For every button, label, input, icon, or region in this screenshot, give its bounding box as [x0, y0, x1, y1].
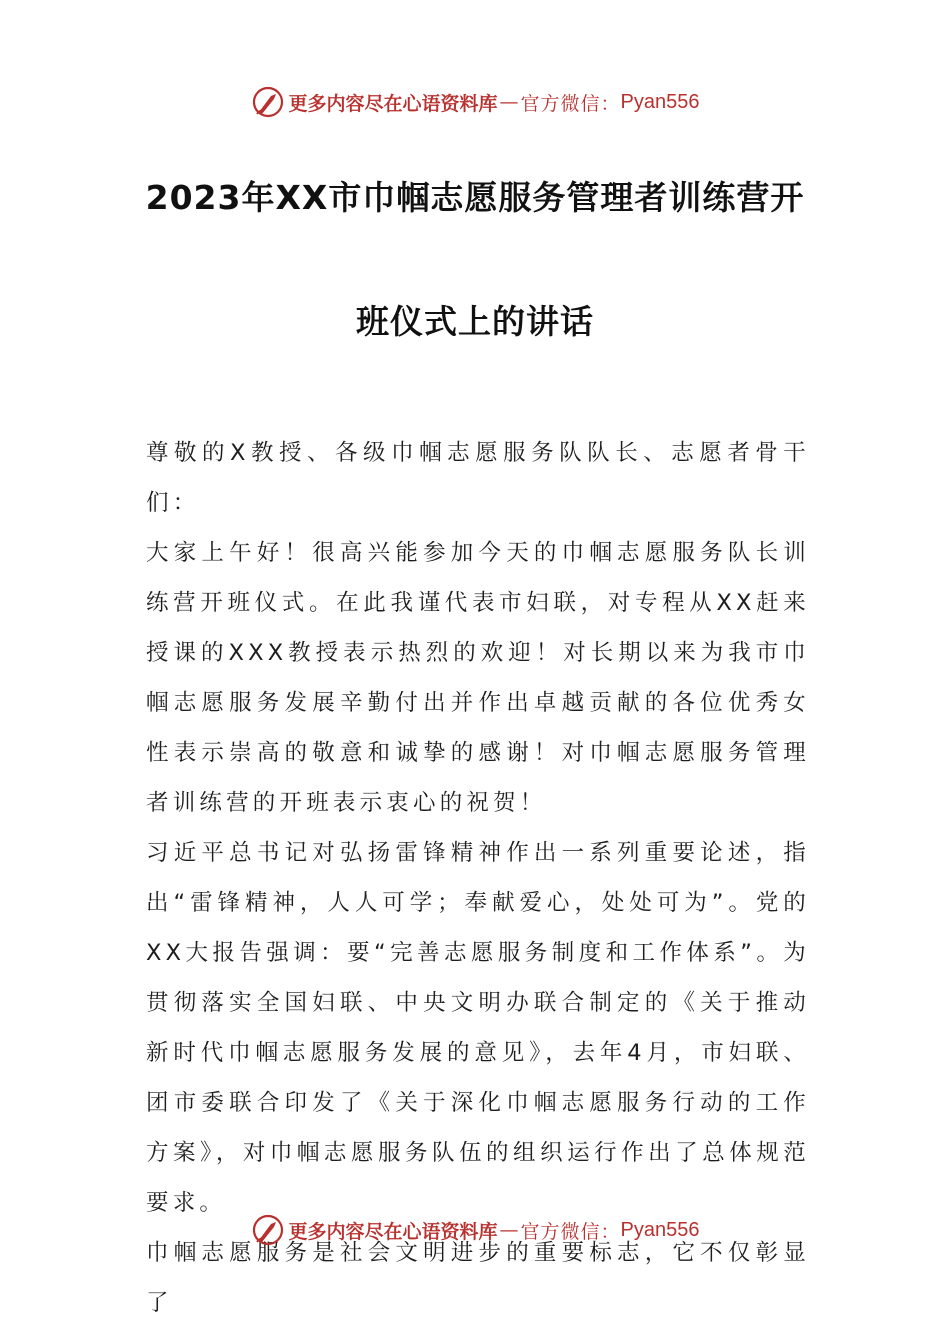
watermark-label: 官方微信： — [520, 92, 621, 115]
watermark-main-text: 更多内容尽在心语资料库 — [288, 1220, 498, 1243]
watermark-content — [251, 1213, 700, 1247]
header-watermark-banner — [0, 82, 950, 122]
pen-nib-circle-icon — [251, 85, 285, 119]
paragraph-welcome: 大家上午好！很高兴能参加今天的巾帼志愿服务队长训练营开班仪式。在此我谨代表市妇联，对专程从XX赶来授课的XXX教授表示热烈的欢迎！对长期以来为我市巾帼志愿服务发展辛勤付出并作出卓越贡献的各位优秀女性表示崇高的敬意和诚挚的感谢！对巾帼志愿服务管理者训练营的开班表示衷心的祝贺！ — [146, 540, 810, 816]
watermark-label: 官方微信： — [520, 1220, 621, 1243]
watermark-wechat-id: Pyan556 — [620, 90, 700, 113]
document-body — [146, 428, 810, 1328]
document-title-line-2: 班仪式上的讲话 — [356, 302, 594, 341]
watermark-separator: — — [499, 91, 519, 113]
document-title-line-1: 2023年XX市巾帼志愿服务管理者训练营开 — [145, 178, 805, 217]
paragraph-policy: 习近平总书记对弘扬雷锋精神作出一系列重要论述，指出“雷锋精神，人人可学；奉献爱心，处处可为”。党的XX大报告强调：要“完善志愿服务制度和工作体系”。为贯彻落实全国妇联、中央文明办联合制定的《关于推动新时代巾帼志愿服务发展的意见》，去年4月，市妇联、团市委联合印发了《关于深化巾帼志愿服务行动的工作方案》，对巾帼志愿服务队伍的组织运行作出了总体规范要求。 — [146, 840, 810, 1216]
watermark-main-text: 更多内容尽在心语资料库 — [288, 92, 498, 115]
paragraph-greeting: 尊敬的X教授、各级巾帼志愿服务队队长、志愿者骨干们： — [146, 440, 810, 516]
watermark-content — [251, 85, 700, 119]
watermark-wechat-id: Pyan556 — [620, 1218, 700, 1241]
pen-nib-circle-icon — [251, 1213, 285, 1247]
paragraph-significance: 巾帼志愿服务是社会文明进步的重要标志，它不仅彰显了 — [146, 1240, 810, 1316]
footer-watermark-banner — [0, 1210, 950, 1250]
watermark-separator: — — [499, 1219, 519, 1241]
